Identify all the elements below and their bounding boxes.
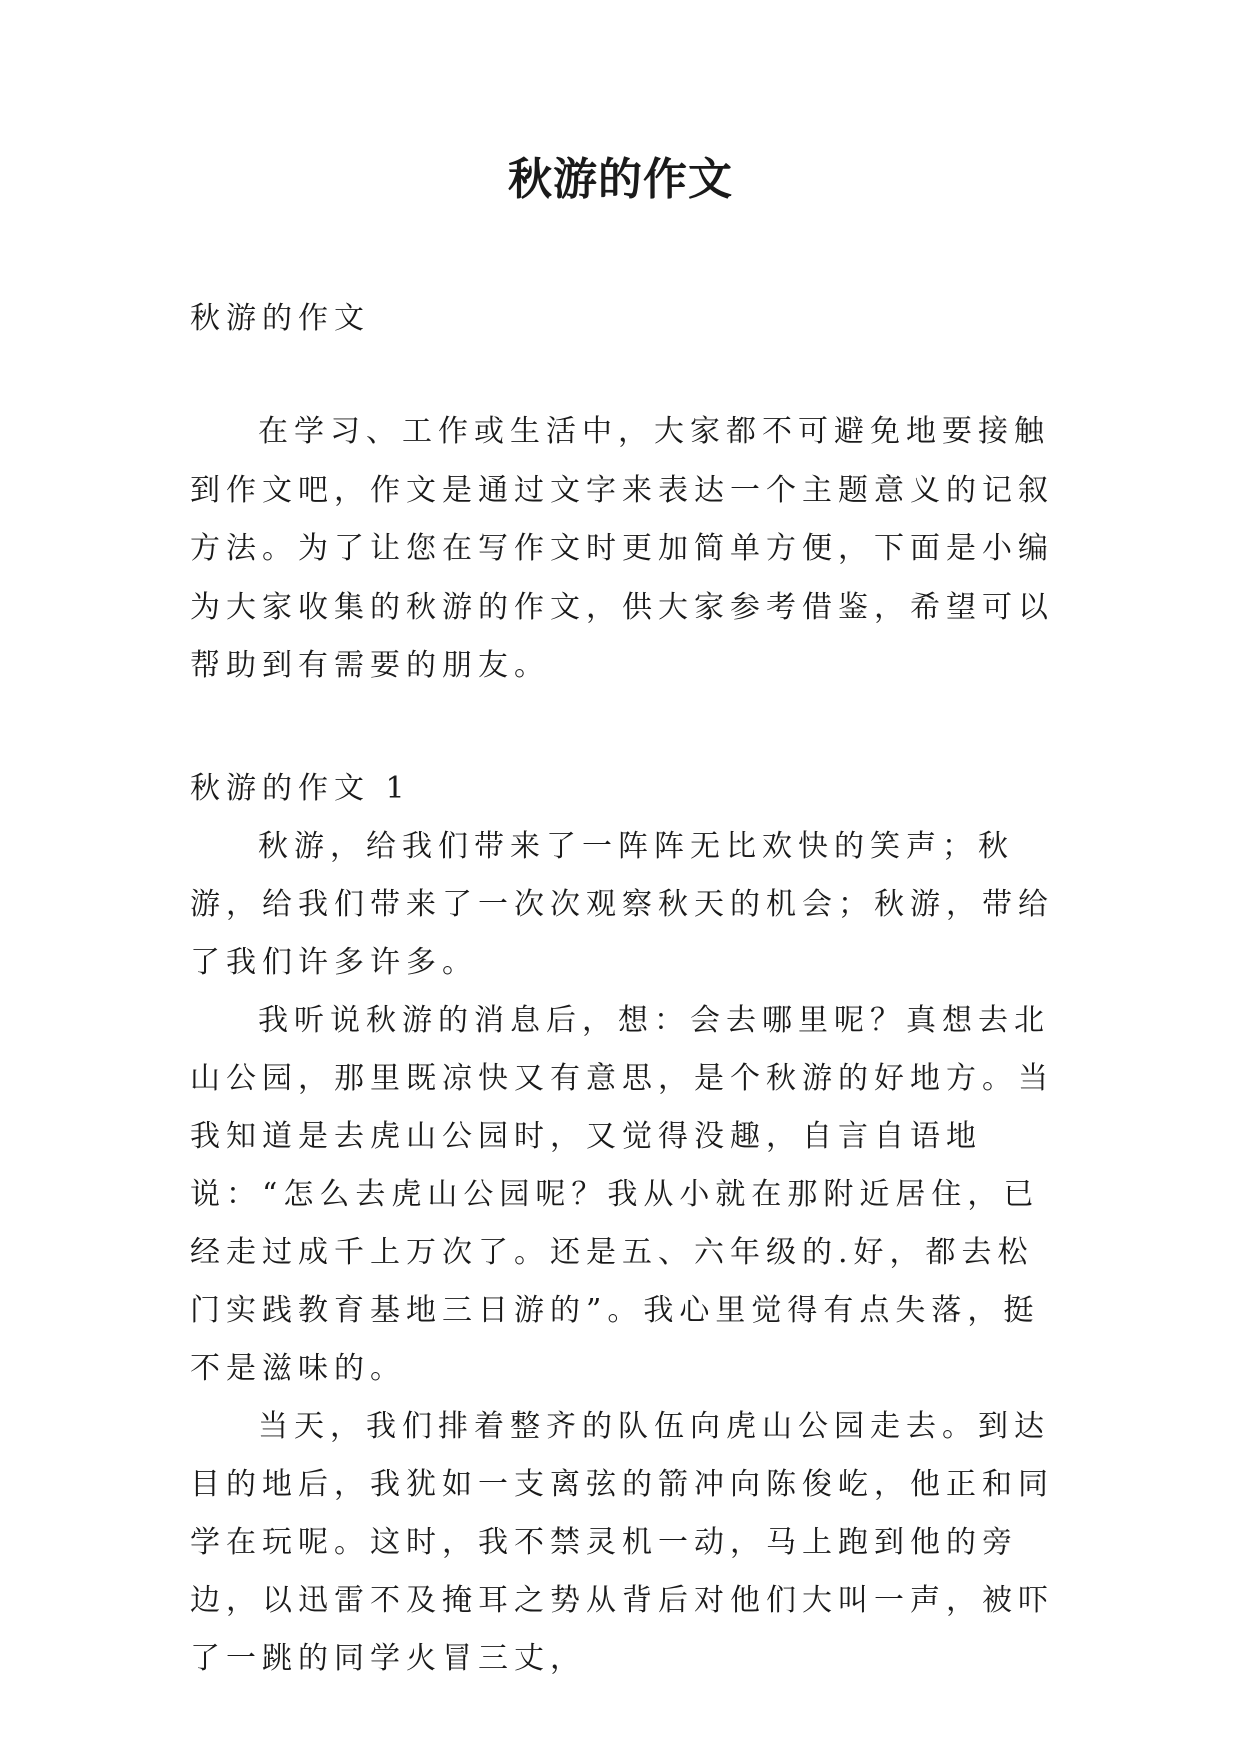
- essay-paragraph: 当天，我们排着整齐的队伍向虎山公园走去。到达目的地后，我犹如一支离弦的箭冲向陈俊屹，他正和同学在玩呢。这时，我不禁灵机一动，马上跑到他的旁边，以迅雷不及掩耳之势从背后对他们大叫一声，被吓了一跳的同学火冒三丈，: [190, 1409, 1054, 1676]
- section-heading: 秋游的作文 1: [190, 771, 411, 806]
- document-title: 秋游的作文: [508, 154, 733, 205]
- essay-body: [190, 818, 1060, 1688]
- intro-paragraph: 在学习、工作或生活中，大家都不可避免地要接触到作文吧，作文是通过文字来表达一个主题意义的记叙方法。为了让您在写作文时更加简单方便，下面是小编为大家收集的秋游的作文，供大家参考借鉴，希望可以帮助到有需要的朋友。: [190, 414, 1054, 683]
- essay-paragraph: 秋游，给我们带来了一阵阵无比欢快的笑声；秋游，给我们带来了一次次观察秋天的机会；秋游，带给了我们许多许多。: [190, 829, 1054, 980]
- document-subtitle: 秋游的作文: [190, 301, 370, 336]
- essay-paragraph: 我听说秋游的消息后，想：会去哪里呢？真想去北山公园，那里既凉快又有意思，是个秋游的好地方。当我知道是去虎山公园时，又觉得没趣，自言自语地说：“怎么去虎山公园呢？我从小就在那附近居住，已经走过成千上万次了。还是五、六年级的.好，都去松门实践教育基地三日游的”。我心里觉得有点失落，挺不是滋味的。: [190, 1003, 1054, 1386]
- intro-section: [190, 403, 1060, 696]
